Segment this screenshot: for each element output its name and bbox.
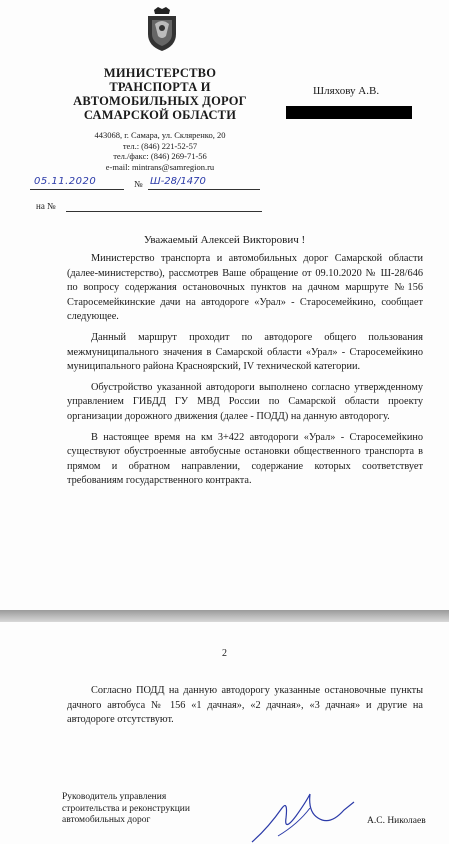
coat-of-arms-icon <box>144 6 180 52</box>
signatory-title-line: строительства и реконструкции <box>62 803 190 814</box>
registration-row <box>30 176 260 193</box>
number-label: № <box>134 179 143 189</box>
body-paragraph: Обустройство указанной автодороги выполнено согласно утвержденному управлением ГИБДД ГУ МВД России по Самарской области проекту организации дорожного движения (далее - ПОДД) на данную автодорогу. <box>67 381 423 422</box>
registration-number: Ш-28/1470 <box>150 176 206 187</box>
letter-body-page-2 <box>67 684 423 728</box>
date-underline <box>30 189 124 190</box>
ministry-title-line: МИНИСТЕРСТВО <box>103 66 217 80</box>
signer-name: А.С. Николаев <box>367 816 426 826</box>
ministry-title-line: АВТОМОБИЛЬНЫХ ДОРОГ <box>73 94 247 108</box>
reply-reference-row <box>36 201 266 215</box>
ministry-address <box>60 130 260 172</box>
recipient-name: Шляхову А.В. <box>313 85 380 97</box>
page-separator <box>0 610 449 622</box>
body-paragraph: Согласно ПОДД на данную автодорогу указанные остановочные пункты дачного автобуса № 156 «1 дачная», «2 дачная», «3 дачная» и другие на автодороге отсутствуют. <box>67 685 423 726</box>
signatory-title-line: Руководитель управления <box>62 792 167 802</box>
body-paragraph: Министерство транспорта и автомобильных дорог Самарской области (далее-министерство), рассмотрев Ваше обращение от 09.10.2020 № Ш-28/646 по вопросу содержания остановочных пунктов на дачном маршруте №156 Старосемейкинские дачи на автодороге «Урал» - Старосемейкино, сообщает следующее. <box>67 253 423 323</box>
redacted-block <box>286 106 412 119</box>
reply-label: на № <box>36 201 56 211</box>
body-paragraph: В настоящее время на км 3+422 автодороги «Урал» - Старосемейкино существуют обустроенные автобусные остановки общественного транспорта в прямом и обратном направлении, содержание которых соответствует требованиям государственного контракта. <box>67 431 423 487</box>
registration-date: 05.11.2020 <box>34 176 97 187</box>
reply-underline <box>66 211 262 212</box>
body-paragraph: Данный маршрут проходит по автодороге общего пользования межмуниципального значения в Самарской области «Урал» - Старосемейкино муниципального района Красноярский, IV технической категории. <box>67 331 423 373</box>
page-number: 2 <box>222 648 227 659</box>
handwritten-signature <box>248 788 358 844</box>
ministry-title-line: ТРАНСПОРТА И <box>109 80 211 94</box>
letter-body <box>67 252 423 495</box>
signatory-title-line: автомобильных дорог <box>62 815 151 825</box>
number-underline <box>148 189 260 190</box>
address-line: тел./факс: (846) 269-71-56 <box>113 151 207 161</box>
ministry-title <box>60 66 260 122</box>
address-line: e-mail: mintrans@samregion.ru <box>105 161 215 172</box>
address-line: тел.: (846) 221-52-57 <box>122 140 198 151</box>
address-line: 443068, г. Самара, ул. Скляренко, 20 <box>94 130 226 140</box>
salutation: Уважаемый Алексей Викторович ! <box>143 234 306 246</box>
signatory-title <box>62 792 190 827</box>
ministry-title-line: САМАРСКОЙ ОБЛАСТИ <box>83 108 237 122</box>
